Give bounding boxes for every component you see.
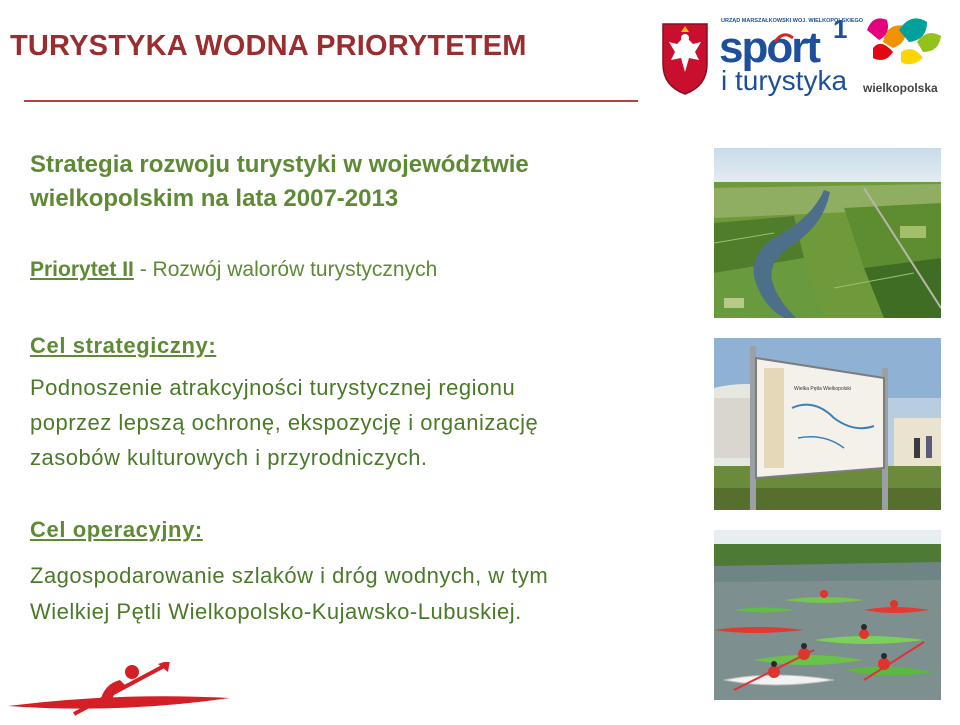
sport-logo-word: sport	[719, 23, 819, 72]
kayaks-photo	[714, 530, 941, 700]
slide-title: TURYSTYKA WODNA PRIORYTETEM	[10, 30, 527, 62]
wielkopolska-crest-logo	[663, 24, 707, 94]
strategic-goal-heading: Cel strategiczny:	[30, 333, 217, 358]
priority-label: Priorytet II	[30, 258, 134, 281]
board-title-text: Wielka Pętla Wielkopolski	[794, 386, 851, 392]
operational-goal-heading: Cel operacyjny:	[30, 517, 203, 542]
slide-subtitle	[30, 148, 690, 216]
subtitle-line: wielkopolskim na lata 2007-2013	[30, 185, 399, 212]
strategic-goal-line: poprzez lepszą ochronę, ekspozycję i organizację	[30, 410, 539, 435]
sport-logo-number: 1	[833, 14, 848, 44]
operational-goal-line: Wielkiej Pętli Wielkopolsko-Kujawsko-Lubuskiej.	[30, 599, 522, 624]
logo-group	[655, 8, 950, 100]
kayak-emblem-logo	[8, 662, 238, 720]
sport-turystyka-logo	[719, 14, 864, 96]
priority-line	[30, 258, 437, 282]
river-aerial-photo	[714, 148, 941, 318]
header-logos	[655, 8, 950, 100]
wielkopolska-brand-logo	[862, 18, 941, 95]
turystyka-logo-word: i turystyka	[721, 65, 848, 96]
strategic-goal-line: zasobów kulturowych i przyrodniczych.	[30, 445, 428, 470]
strategic-goal-text	[30, 370, 702, 475]
sport-logo-caption: URZĄD MARSZAŁKOWSKI WOJ. WIELKOPOLSKIEGO	[721, 18, 864, 24]
operational-goal-text	[30, 558, 730, 630]
wielkopolska-logo-word: wielkopolska	[863, 81, 938, 95]
title-divider	[24, 100, 638, 102]
priority-text: - Rozwój walorów turystycznych	[133, 258, 438, 281]
subtitle-line: Strategia rozwoju turystyki w województwie	[30, 151, 529, 178]
strategic-goal-line: Podnoszenie atrakcyjności turystycznej regionu	[30, 375, 516, 400]
route-board-photo	[714, 338, 941, 510]
operational-goal-line: Zagospodarowanie szlaków i dróg wodnych, w tym	[30, 563, 549, 588]
